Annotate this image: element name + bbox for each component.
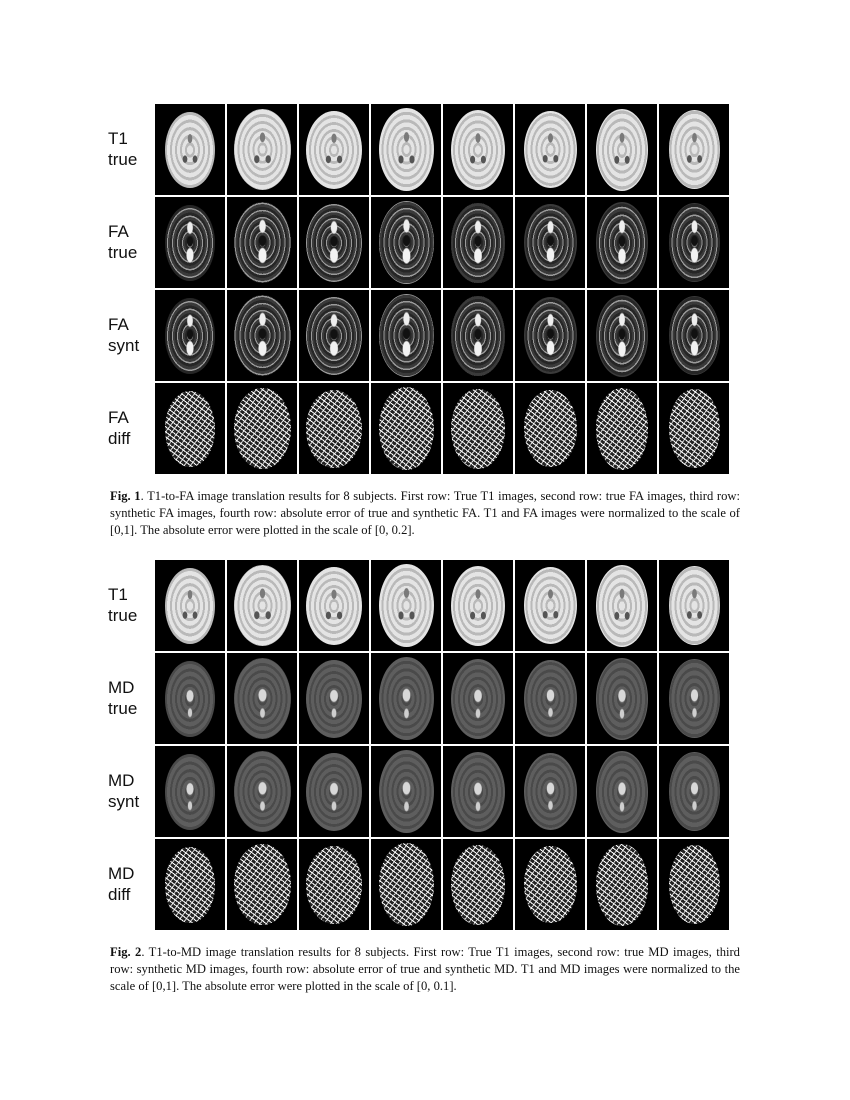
figure-1-grid <box>108 104 733 476</box>
brain-slice <box>669 203 720 282</box>
brain-slice <box>379 843 434 926</box>
brain-image <box>659 839 729 930</box>
brain-image <box>443 383 513 474</box>
row-label <box>108 863 153 905</box>
brain-slice <box>234 109 291 190</box>
brain-image <box>227 560 297 651</box>
row-label-line: synt <box>108 336 140 355</box>
brain-image <box>443 290 513 381</box>
brain-slice <box>596 658 648 740</box>
figure-row <box>108 290 733 381</box>
brain-slice <box>379 294 434 377</box>
brain-image <box>587 197 657 288</box>
figure-row <box>108 653 733 744</box>
brain-image <box>659 746 729 837</box>
brain-image <box>515 560 585 651</box>
brain-slice <box>165 661 215 737</box>
brain-slice <box>451 845 505 925</box>
brain-slice <box>306 297 362 375</box>
brain-slice <box>306 753 362 831</box>
brain-slice <box>596 844 648 926</box>
brain-slice <box>451 389 505 469</box>
brain-slice <box>379 657 434 740</box>
brain-slice <box>306 204 362 282</box>
brain-image <box>587 653 657 744</box>
brain-image <box>587 746 657 837</box>
brain-slice <box>596 202 648 284</box>
tile-strip <box>155 653 729 744</box>
brain-image <box>371 104 441 195</box>
brain-image <box>443 197 513 288</box>
tile-strip <box>155 197 729 288</box>
row-label <box>108 314 153 356</box>
row-label <box>108 407 153 449</box>
brain-slice <box>524 204 577 281</box>
brain-slice <box>596 388 648 470</box>
tile-strip <box>155 839 729 930</box>
brain-slice <box>596 751 648 833</box>
brain-image <box>299 383 369 474</box>
brain-slice <box>234 751 291 832</box>
brain-image <box>443 653 513 744</box>
brain-slice <box>451 110 505 190</box>
brain-image <box>299 104 369 195</box>
brain-slice <box>524 660 577 737</box>
brain-slice <box>379 108 434 191</box>
brain-slice <box>524 567 577 644</box>
brain-slice <box>451 566 505 646</box>
brain-image <box>299 653 369 744</box>
brain-image <box>371 290 441 381</box>
brain-slice <box>524 390 577 467</box>
brain-image <box>371 839 441 930</box>
figure-row <box>108 197 733 288</box>
brain-image <box>659 104 729 195</box>
brain-slice <box>669 110 720 189</box>
row-label-line: true <box>108 243 138 262</box>
brain-image <box>371 197 441 288</box>
brain-image <box>299 290 369 381</box>
brain-slice <box>451 203 505 283</box>
brain-image <box>587 290 657 381</box>
row-label-line: FA <box>108 222 129 241</box>
row-label-line: true <box>108 606 138 625</box>
brain-image <box>155 560 225 651</box>
brain-image <box>515 839 585 930</box>
brain-image <box>371 560 441 651</box>
brain-slice <box>669 659 720 738</box>
caption-tag: Fig. 1 <box>110 489 141 503</box>
brain-image <box>587 839 657 930</box>
brain-slice <box>165 568 215 644</box>
brain-image <box>227 383 297 474</box>
brain-slice <box>596 295 648 377</box>
brain-slice <box>165 298 215 374</box>
caption-text: . T1-to-FA image translation results for 8 subjects. First row: True T1 images, second row: true FA images, third row: synthetic FA images, fourth row: absolute error of true and synthetic FA. T1 and FA images were normalized to the scale of [0,1]. The absolute error were plotted in the scale of [0, 0.2]. <box>110 489 740 537</box>
brain-image <box>515 653 585 744</box>
brain-slice <box>306 567 362 645</box>
row-label <box>108 584 153 626</box>
brain-image <box>659 560 729 651</box>
brain-image <box>659 653 729 744</box>
brain-slice <box>451 296 505 376</box>
brain-image <box>155 104 225 195</box>
brain-image <box>227 104 297 195</box>
brain-slice <box>234 658 291 739</box>
brain-slice <box>234 565 291 646</box>
brain-slice <box>234 844 291 925</box>
figure-row <box>108 746 733 837</box>
brain-image <box>587 383 657 474</box>
figure-row <box>108 383 733 474</box>
brain-image <box>155 383 225 474</box>
brain-image <box>515 746 585 837</box>
row-label-line: MD <box>108 678 135 697</box>
brain-image <box>659 383 729 474</box>
brain-slice <box>306 390 362 468</box>
caption-tag: Fig. 2 <box>110 945 142 959</box>
brain-image <box>587 560 657 651</box>
brain-image <box>155 290 225 381</box>
brain-slice <box>306 846 362 924</box>
brain-slice <box>379 564 434 647</box>
brain-slice <box>234 388 291 469</box>
figure-row <box>108 839 733 930</box>
row-label-line: MD <box>108 864 135 883</box>
row-label-line: diff <box>108 429 131 448</box>
figure-row <box>108 104 733 195</box>
brain-slice <box>379 750 434 833</box>
brain-image <box>299 560 369 651</box>
brain-image <box>587 104 657 195</box>
brain-slice <box>379 387 434 470</box>
brain-image <box>299 839 369 930</box>
brain-slice <box>669 389 720 468</box>
brain-slice <box>669 845 720 924</box>
brain-image <box>155 839 225 930</box>
brain-slice <box>596 565 648 647</box>
brain-slice <box>379 201 434 284</box>
row-label-line: diff <box>108 885 131 904</box>
brain-image <box>299 197 369 288</box>
brain-slice <box>234 202 291 283</box>
brain-slice <box>306 660 362 738</box>
brain-slice <box>165 847 215 923</box>
tile-strip <box>155 746 729 837</box>
brain-image <box>443 560 513 651</box>
brain-image <box>515 197 585 288</box>
brain-slice <box>669 566 720 645</box>
brain-slice <box>669 752 720 831</box>
brain-slice <box>596 109 648 191</box>
brain-image <box>227 839 297 930</box>
tile-strip <box>155 560 729 651</box>
brain-slice <box>524 111 577 188</box>
brain-image <box>227 197 297 288</box>
row-label-line: MD <box>108 771 135 790</box>
brain-image <box>443 839 513 930</box>
brain-image <box>155 746 225 837</box>
brain-image <box>515 383 585 474</box>
brain-image <box>299 746 369 837</box>
brain-image <box>371 746 441 837</box>
row-label-line: synt <box>108 792 140 811</box>
brain-image <box>515 290 585 381</box>
brain-image <box>659 197 729 288</box>
brain-image <box>155 653 225 744</box>
figure-row <box>108 560 733 651</box>
brain-slice <box>234 295 291 376</box>
brain-image <box>659 290 729 381</box>
brain-image <box>443 746 513 837</box>
row-label <box>108 128 153 170</box>
row-label-line: true <box>108 699 138 718</box>
brain-slice <box>524 753 577 830</box>
brain-image <box>443 104 513 195</box>
tile-strip <box>155 383 729 474</box>
row-label <box>108 221 153 263</box>
row-label-line: T1 <box>108 129 128 148</box>
row-label-line: true <box>108 150 138 169</box>
figure-2-grid <box>108 560 733 932</box>
row-label <box>108 677 153 719</box>
brain-slice <box>451 659 505 739</box>
brain-image <box>227 653 297 744</box>
figure-2-caption <box>110 944 740 995</box>
brain-slice <box>165 391 215 467</box>
row-label <box>108 770 153 812</box>
tile-strip <box>155 104 729 195</box>
brain-slice <box>524 846 577 923</box>
brain-slice <box>669 296 720 375</box>
brain-slice <box>165 205 215 281</box>
tile-strip <box>155 290 729 381</box>
brain-slice <box>524 297 577 374</box>
brain-slice <box>306 111 362 189</box>
row-label-line: FA <box>108 315 129 334</box>
brain-image <box>227 746 297 837</box>
caption-text: . T1-to-MD image translation results for 8 subjects. First row: True T1 images, second row: true MD images, third row: synthetic MD images, fourth row: absolute error of true and synthetic MD. T1 and MD images were normalized to the scale of [0,1]. The absolute error were plotted in the scale of [0, 0.1]. <box>110 945 740 993</box>
brain-image <box>371 653 441 744</box>
row-label-line: FA <box>108 408 129 427</box>
brain-image <box>515 104 585 195</box>
brain-image <box>371 383 441 474</box>
brain-slice <box>165 754 215 830</box>
row-label-line: T1 <box>108 585 128 604</box>
figure-1-caption <box>110 488 740 539</box>
brain-image <box>227 290 297 381</box>
brain-slice <box>165 112 215 188</box>
brain-image <box>155 197 225 288</box>
brain-slice <box>451 752 505 832</box>
